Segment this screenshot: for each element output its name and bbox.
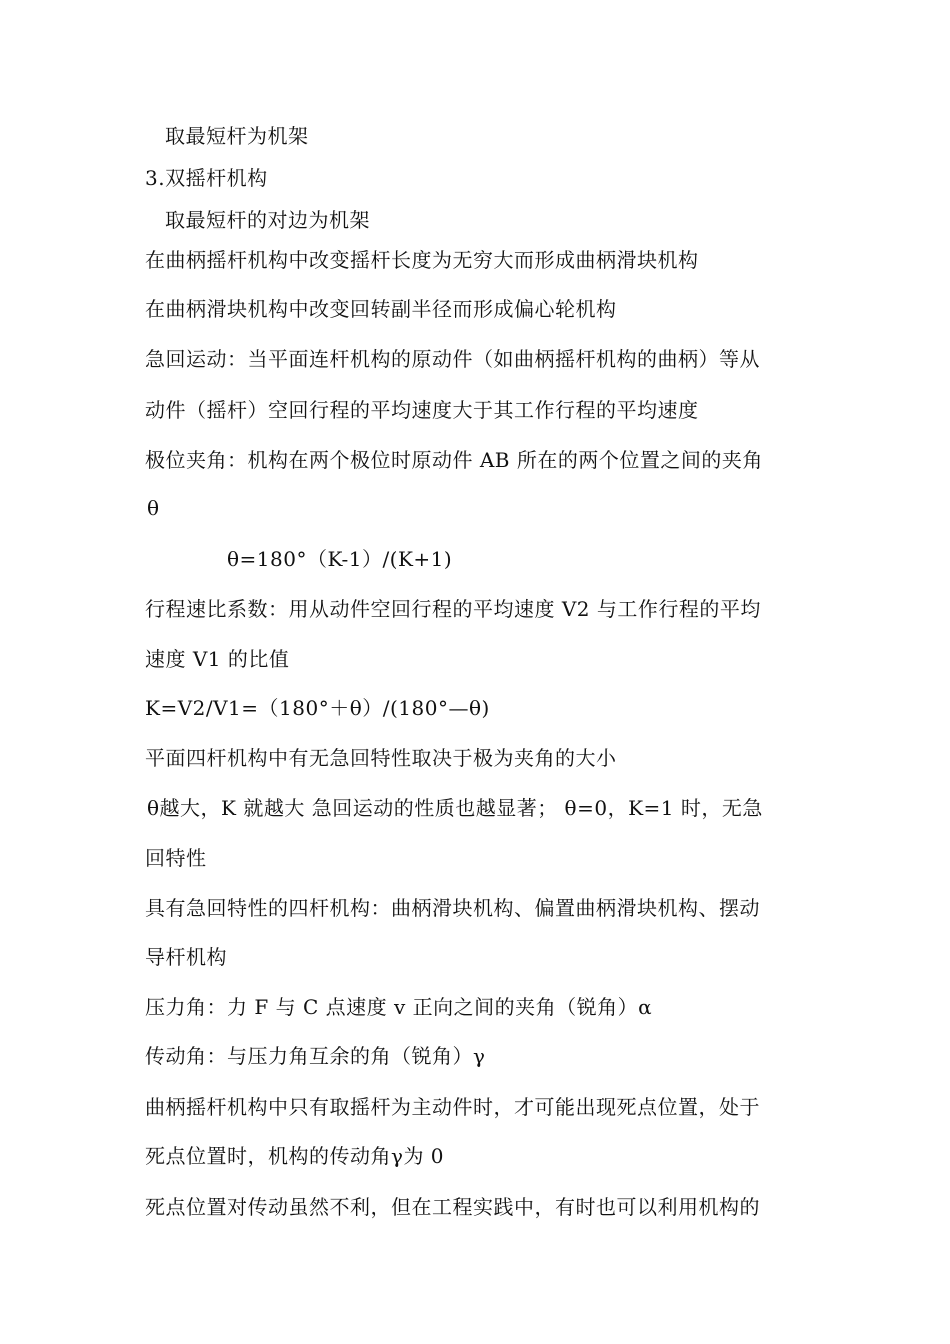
text-line-7: 动件（摇杆）空回行程的平均速度大于其工作行程的平均速度 bbox=[145, 398, 699, 422]
text-line-3: 取最短杆的对边为机架 bbox=[165, 208, 370, 232]
text-line-2: 3.双摇杆机构 bbox=[145, 166, 268, 190]
text-line-17: 具有急回特性的四杆机构：曲柄滑块机构、偏置曲柄滑块机构、摆动 bbox=[145, 896, 760, 920]
text-line-9: θ bbox=[147, 496, 160, 520]
text-line-8: 极位夹角：机构在两个极位时原动件 AB 所在的两个位置之间的夹角 bbox=[145, 448, 763, 472]
text-line-14: 平面四杆机构中有无急回特性取决于极为夹角的大小 bbox=[145, 746, 617, 770]
text-line-15: θ越大，K 就越大 急回运动的性质也越显著； θ=0，K=1 时，无急 bbox=[147, 796, 763, 820]
text-line-1: 取最短杆为机架 bbox=[165, 124, 309, 148]
text-line-5: 在曲柄滑块机构中改变回转副半径而形成偏心轮机构 bbox=[145, 297, 617, 321]
text-line-20: 传动角：与压力角互余的角（锐角）γ bbox=[145, 1044, 486, 1068]
text-line-11: 行程速比系数：用从动件空回行程的平均速度 V2 与工作行程的平均 bbox=[145, 597, 761, 621]
text-line-22: 死点位置时，机构的传动角γ为 0 bbox=[145, 1144, 445, 1168]
text-line-6: 急回运动：当平面连杆机构的原动件（如曲柄摇杆机构的曲柄）等从 bbox=[145, 347, 760, 371]
text-line-23: 死点位置对传动虽然不利，但在工程实践中，有时也可以利用机构的 bbox=[145, 1195, 760, 1219]
text-line-21: 曲柄摇杆机构中只有取摇杆为主动件时，才可能出现死点位置，处于 bbox=[145, 1095, 760, 1119]
text-line-18: 导杆机构 bbox=[145, 945, 227, 969]
formula-theta: θ=180°（K-1）/(K+1) bbox=[227, 547, 453, 571]
text-line-4: 在曲柄摇杆机构中改变摇杆长度为无穷大而形成曲柄滑块机构 bbox=[145, 248, 699, 272]
text-line-12: 速度 V1 的比值 bbox=[145, 647, 290, 671]
formula-k: K=V2/V1=（180°＋θ）/(180°—θ) bbox=[145, 696, 490, 720]
text-line-19: 压力角：力 F 与 C 点速度 v 正向之间的夹角（锐角）α bbox=[145, 995, 653, 1019]
text-line-16: 回特性 bbox=[145, 846, 207, 870]
